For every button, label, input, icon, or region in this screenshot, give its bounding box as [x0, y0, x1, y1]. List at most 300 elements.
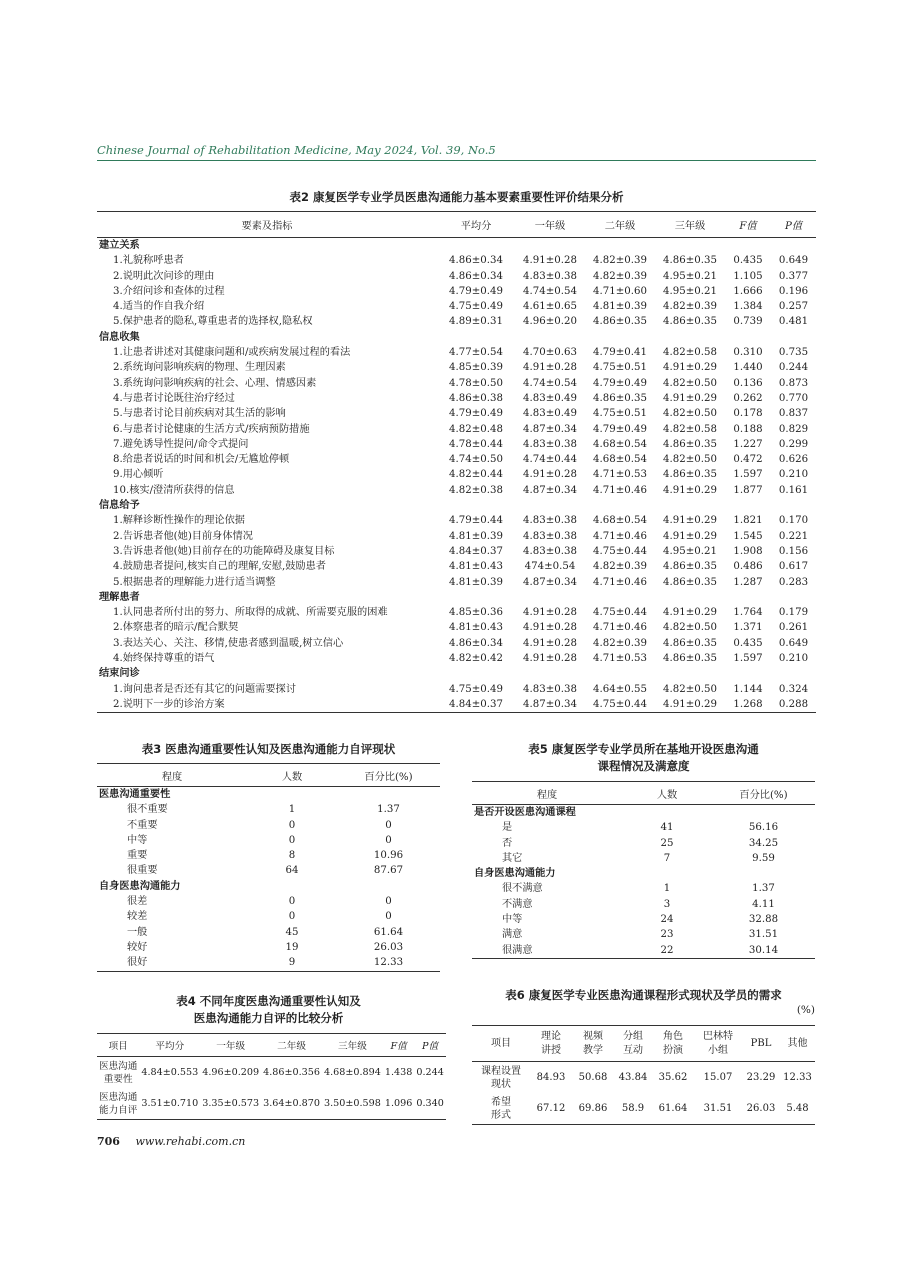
table3-section-row: [97, 787, 440, 803]
table4-value-cell: 4.96±0.209: [202, 1067, 260, 1078]
table5-value-cell: 34.25: [748, 837, 779, 849]
table5-value-cell: 7: [663, 852, 671, 864]
table2-value-cell: 4.75±0.44: [593, 607, 647, 619]
table2-value-cell: 0.435: [733, 255, 763, 267]
table6-header-line1: 分组: [623, 1030, 643, 1042]
table2-section-row: [97, 238, 816, 254]
table-row: [97, 345, 816, 360]
table2-value-cell: 4.82±0.50: [663, 622, 717, 634]
table3-section-title: 医患沟通重要性: [99, 789, 171, 800]
table2-value-cell: 4.74±0.50: [449, 454, 503, 466]
table4-value-cell: 4.84±0.553: [141, 1067, 199, 1078]
table2-item-label: 10.核实/澄清所获得的信息: [113, 484, 235, 496]
table-row: [97, 452, 816, 467]
table6-header-line2: 互动: [623, 1044, 643, 1056]
table2-header-cell: 二年级: [585, 212, 655, 238]
table2-value-cell: 4.68±0.54: [593, 515, 647, 527]
table5-section-title: 自身医患沟通能力: [474, 868, 556, 880]
table5-value-cell: 41: [660, 822, 674, 834]
table2-value-cell: 4.86±0.38: [449, 392, 503, 404]
table2-value-cell: 4.74±0.54: [523, 285, 577, 297]
table2-value-cell: 0.472: [733, 454, 763, 466]
table3-value-cell: 19: [285, 941, 299, 953]
table5-section-row: [472, 866, 815, 881]
table3-value-cell: 0: [288, 911, 296, 923]
table2-value-cell: 4.87±0.34: [523, 484, 577, 496]
table4-value-cell: 3.35±0.573: [200, 1088, 261, 1120]
table6-header-line1: 项目: [491, 1037, 511, 1049]
table2-header-cell: 平均分: [437, 212, 515, 238]
table4-value-cell: 3.51±0.710: [139, 1088, 200, 1120]
table2-value-cell: 4.82±0.58: [663, 423, 717, 435]
table5-caption-line1: 表5 康复医学专业学员所在基地开设医患沟通: [528, 742, 759, 756]
table-row: [97, 529, 816, 544]
table2-header-cell: F值: [725, 212, 771, 238]
table-row: [97, 802, 440, 817]
table3-value-cell: 0: [385, 834, 392, 846]
table-row: [97, 925, 440, 940]
table2-value-cell: 1.268: [725, 697, 771, 713]
table-row: [97, 605, 816, 620]
table3-value-cell: 0: [385, 911, 392, 923]
table4-header-cell: F值: [383, 1034, 414, 1057]
table2-value-cell: 0.873: [778, 377, 809, 389]
table-row: [97, 513, 816, 528]
page-footer: [97, 1135, 245, 1148]
table2-value-cell: 4.79±0.49: [593, 377, 647, 389]
table2-value-cell: 4.79±0.44: [449, 515, 503, 527]
table2-value-cell: 4.75±0.51: [593, 362, 647, 374]
table2-value-cell: 4.82±0.50: [663, 408, 717, 420]
table2-value-cell: 0.136: [733, 377, 763, 389]
table5-header-cell: 百分比(%): [712, 782, 815, 805]
table6-value-cell: 43.84: [618, 1072, 648, 1083]
table2-value-cell: 4.87±0.34: [523, 423, 577, 435]
table4-value-cell: 4.86±0.356: [263, 1067, 320, 1078]
table5-value-cell: 1: [663, 883, 671, 895]
table2-value-cell: 4.82±0.42: [449, 653, 503, 665]
table2-value-cell: 0.649: [778, 255, 809, 267]
table2-value-cell: 4.83±0.38: [523, 545, 577, 557]
table2-value-cell: 1.105: [733, 270, 763, 282]
table2-value-cell: 1.597: [733, 469, 763, 481]
table2-value-cell: 4.82±0.39: [593, 561, 647, 573]
table2-value-cell: 4.83±0.49: [523, 392, 577, 404]
table5: [472, 781, 815, 959]
table6-item-label: [472, 1093, 530, 1125]
table-row: [97, 406, 816, 421]
table2: [97, 211, 816, 713]
table2-value-cell: 4.82±0.39: [593, 270, 647, 282]
table2-value-cell: 0.626: [778, 454, 809, 466]
table2-section-title: 信息收集: [99, 331, 140, 343]
table6-value-cell: 31.51: [694, 1093, 742, 1125]
table6-header-cell: [614, 1026, 652, 1062]
table5-caption-line2: 课程情况及满意度: [597, 759, 690, 773]
table-row: [97, 848, 440, 863]
table6-header-cell: [780, 1026, 815, 1062]
header-rule: [97, 160, 816, 161]
table6-header-line1: 理论: [541, 1030, 561, 1042]
table2-value-cell: 1.227: [733, 438, 763, 450]
table2-value-cell: 0.196: [778, 285, 809, 297]
table2-value-cell: 0.244: [778, 362, 809, 374]
table2-value-cell: 4.91±0.29: [663, 607, 717, 619]
table5-value-cell: 1.37: [752, 883, 775, 895]
table5-level-label: 不满意: [502, 898, 533, 910]
table2-value-cell: 1.371: [733, 622, 763, 634]
table3-level-label: 很差: [127, 896, 148, 908]
table4-value-cell: 4.68±0.894: [324, 1067, 381, 1078]
table2-value-cell: 0.210: [778, 653, 809, 665]
table2-value-cell: 0.210: [778, 469, 809, 481]
table-row: [472, 836, 815, 851]
table6-value-cell: 50.68: [578, 1072, 608, 1083]
table3-section-title: 自身医患沟通能力: [99, 880, 181, 892]
table6-header-cell: [530, 1026, 572, 1062]
table2-value-cell: 1.440: [733, 362, 763, 374]
table2-value-cell: 1.908: [733, 545, 763, 557]
table2-value-cell: 0.837: [778, 408, 809, 420]
table3-value-cell: 64: [285, 865, 299, 877]
table6-value-cell: 67.12: [530, 1093, 572, 1125]
table2-item-label: 5.保护患者的隐私,尊重患者的选择权,隐私权: [113, 316, 313, 328]
table-row: [472, 851, 815, 866]
table2-section-row: [97, 590, 816, 605]
table3-value-cell: 10.96: [373, 850, 404, 862]
table2-value-cell: 4.84±0.37: [437, 697, 515, 713]
table2-value-cell: 0.262: [733, 392, 763, 404]
table-row: [97, 863, 440, 878]
table3-header-cell: 百分比(%): [337, 764, 440, 787]
table2-value-cell: 4.91±0.28: [523, 255, 577, 267]
table3-section-row: [97, 879, 440, 894]
table2-item-label: 3.告诉患者他(她)目前存在的功能障碍及康复目标: [113, 545, 335, 557]
table2-value-cell: 4.86±0.35: [663, 316, 717, 328]
table2-item-label: 5.根据患者的理解能力进行适当调整: [113, 576, 276, 588]
table4-caption: [97, 993, 440, 1027]
table-row: [472, 820, 815, 835]
table4-item-label: [97, 1057, 139, 1089]
table4-caption-line2: 医患沟通能力自评的比较分析: [193, 1011, 344, 1025]
table5-value-cell: 25: [660, 837, 674, 849]
table2-item-label: 1.解释诊断性操作的理论依据: [113, 515, 245, 527]
table5-value-cell: 56.16: [748, 822, 779, 834]
table6-header-line1: 角色: [663, 1030, 683, 1042]
table-row: [97, 1088, 446, 1120]
table4-value-cell: 0.340: [414, 1088, 445, 1120]
table2-value-cell: 4.81±0.39: [449, 576, 503, 588]
table6-value-cell: 26.03: [742, 1093, 780, 1125]
table-row: [97, 544, 816, 559]
table4-header-cell: 三年级: [322, 1034, 383, 1057]
table3-value-cell: 26.03: [373, 941, 404, 953]
table6-header-line1: 其他: [787, 1037, 808, 1049]
table2-value-cell: 1.545: [733, 530, 763, 542]
table4: [97, 1033, 446, 1120]
table2-value-cell: 0.257: [778, 301, 809, 313]
table2-value-cell: 4.83±0.38: [523, 530, 577, 542]
journal-url: www.rehabi.com.cn: [135, 1135, 246, 1148]
table2-value-cell: 4.86±0.35: [663, 576, 717, 588]
table-row: [472, 897, 815, 912]
table2-value-cell: 0.377: [778, 270, 809, 282]
table4-header-cell: P值: [414, 1034, 445, 1057]
table2-value-cell: 4.87±0.34: [523, 576, 577, 588]
table2-value-cell: 4.91±0.28: [523, 362, 577, 374]
table-row: [97, 651, 816, 666]
table2-value-cell: 4.61±0.65: [523, 301, 577, 313]
table3-level-label: 很重要: [127, 865, 158, 877]
table3-value-cell: 1.37: [377, 804, 400, 816]
table2-item-label: 1.认同患者所付出的努力、所取得的成就、所需要克服的困难: [113, 607, 388, 619]
table3-value-cell: 61.64: [373, 926, 404, 938]
table2-value-cell: 1.666: [733, 285, 763, 297]
table2-value-cell: 4.83±0.38: [523, 683, 577, 695]
table2-value-cell: 0.283: [778, 576, 809, 588]
table3-level-label: 不重要: [127, 819, 158, 831]
table2-value-cell: 4.75±0.44: [593, 545, 647, 557]
table2-value-cell: 4.83±0.38: [523, 438, 577, 450]
table2-value-cell: 4.68±0.54: [593, 454, 647, 466]
table2-value-cell: 4.86±0.35: [663, 637, 717, 649]
table6-value-cell: 35.62: [658, 1072, 688, 1083]
table2-value-cell: 4.79±0.49: [449, 285, 503, 297]
table2-value-cell: 4.71±0.53: [593, 469, 647, 481]
table3-level-label: 一般: [127, 926, 148, 938]
table5-value-cell: 24: [660, 914, 674, 926]
table2-value-cell: 0.435: [733, 637, 763, 649]
table4-item-label: [97, 1088, 139, 1120]
table3-header-cell: 程度: [97, 764, 247, 787]
table-row: [97, 909, 440, 924]
table2-value-cell: 4.75±0.49: [449, 683, 503, 695]
table5-value-cell: 3: [663, 898, 671, 910]
table2-item-label: 4.适当的作自我介绍: [113, 301, 205, 313]
table3-header-cell: 人数: [247, 764, 337, 787]
running-header: Chinese Journal of Rehabilitation Medicine, May 2024, Vol. 39, No.5: [97, 143, 496, 157]
table6-header-cell: [572, 1026, 614, 1062]
table6-header-cell: [652, 1026, 694, 1062]
table2-item-label: 4.鼓励患者提问,核实自己的理解,安慰,鼓励患者: [113, 561, 326, 573]
table2-value-cell: 4.86±0.35: [663, 653, 717, 665]
table2-value-cell: 0.481: [778, 316, 809, 328]
table5-caption: [472, 741, 815, 775]
table6-header-line2: 小组: [708, 1044, 728, 1056]
table4-value-cell: 3.64±0.870: [261, 1088, 322, 1120]
table4-item-line2: 重要性: [103, 1073, 133, 1085]
table2-value-cell: 4.91±0.29: [655, 697, 725, 713]
table-row: [97, 299, 816, 314]
table-row: [472, 1062, 815, 1094]
table2-item-label: 1.让患者讲述对其健康问题和/或疾病发展过程的看法: [113, 347, 351, 359]
table2-value-cell: 4.96±0.20: [523, 316, 577, 328]
table2-value-cell: 4.81±0.39: [593, 301, 647, 313]
table2-value-cell: 4.82±0.48: [449, 423, 503, 435]
table-row: [97, 483, 816, 498]
table2-value-cell: 4.71±0.53: [593, 653, 647, 665]
table6-header-cell: [694, 1026, 742, 1062]
table2-value-cell: 0.299: [778, 438, 809, 450]
table6-value-cell: 12.33: [783, 1072, 812, 1083]
table2-value-cell: 0.829: [778, 423, 809, 435]
table2-value-cell: 4.82±0.44: [449, 469, 503, 481]
table4-value-cell: 1.096: [383, 1088, 414, 1120]
table2-value-cell: 4.82±0.38: [449, 484, 503, 496]
table2-value-cell: 4.82±0.39: [593, 255, 647, 267]
table6-item-line2: 现状: [491, 1078, 511, 1090]
table3-value-cell: 9: [247, 955, 337, 971]
table3-value-cell: 0: [385, 896, 392, 908]
table5-header-cell: 人数: [622, 782, 712, 805]
table6-header-line1: 巴林特: [703, 1030, 733, 1042]
table4-header-cell: 平均分: [139, 1034, 200, 1057]
table6-item-line2: 形式: [491, 1109, 511, 1121]
table5-level-label: 满意: [502, 929, 523, 941]
table2-value-cell: 4.77±0.54: [449, 347, 503, 359]
table2-value-cell: 4.82±0.39: [593, 637, 647, 649]
table2-value-cell: 0.486: [733, 561, 763, 573]
table2-section-title: 理解患者: [99, 591, 140, 603]
table-row: [97, 575, 816, 590]
table3-level-label: 较好: [127, 941, 148, 953]
table6-header-cell: [472, 1026, 530, 1062]
table5-level-label: 中等: [502, 914, 523, 926]
table2-value-cell: 1.144: [733, 683, 763, 695]
table2-item-label: 2.说明下一步的诊治方案: [97, 697, 437, 713]
table-row: [97, 940, 440, 955]
table2-header-cell: 一年级: [515, 212, 585, 238]
table2-section-title: 信息给予: [99, 500, 140, 512]
table2-value-cell: 4.75±0.44: [585, 697, 655, 713]
table2-value-cell: 4.71±0.46: [593, 622, 647, 634]
table2-item-label: 4.始终保持尊重的语气: [113, 653, 215, 665]
table2-value-cell: 4.85±0.36: [449, 607, 503, 619]
table2-item-label: 3.系统询问影响疾病的社会、心理、情感因素: [113, 377, 317, 389]
table2-item-label: 5.与患者讨论目前疾病对其生活的影响: [113, 408, 286, 420]
table2-value-cell: 0.221: [778, 530, 809, 542]
table2-value-cell: 0.179: [778, 607, 809, 619]
table2-value-cell: 4.79±0.41: [593, 347, 647, 359]
table-row: [97, 1057, 446, 1089]
table6-value-cell: 69.86: [572, 1093, 614, 1125]
table2-value-cell: 4.84±0.37: [449, 545, 503, 557]
table3-value-cell: 87.67: [373, 865, 404, 877]
table2-item-label: 4.与患者讨论既往治疗经过: [113, 392, 235, 404]
table2-value-cell: 4.91±0.28: [523, 637, 577, 649]
table4-header-cell: 项目: [97, 1034, 139, 1057]
table-row: [97, 360, 816, 375]
table2-value-cell: 4.71±0.46: [593, 484, 647, 496]
table3-level-label: 中等: [127, 834, 148, 846]
table2-item-label: 8.给患者说话的时间和机会/无尴尬停顿: [113, 454, 290, 466]
table4-value-cell: 3.50±0.598: [322, 1088, 383, 1120]
table6-header-line2: 讲授: [541, 1044, 561, 1056]
table2-value-cell: 4.91±0.29: [663, 530, 717, 542]
table5-header-cell: 程度: [472, 782, 622, 805]
table3-caption: 表3 医患沟通重要性认知及医患沟通能力自评现状: [141, 742, 396, 756]
table2-value-cell: 4.81±0.43: [449, 622, 503, 634]
table2-value-cell: 4.86±0.35: [593, 392, 647, 404]
table2-value-cell: 4.91±0.29: [663, 515, 717, 527]
table2-value-cell: 0.649: [778, 637, 809, 649]
table2-value-cell: 0.170: [778, 515, 809, 527]
table-row: [97, 636, 816, 651]
table-row: [97, 833, 440, 848]
table6-header-line2: 教学: [583, 1044, 603, 1056]
table2-value-cell: 4.79±0.49: [449, 408, 503, 420]
table-row: [97, 559, 816, 574]
table2-value-cell: 4.75±0.51: [593, 408, 647, 420]
table2-item-label: 1.询问患者是否还有其它的问题需要探讨: [113, 683, 296, 695]
table2-value-cell: 4.82±0.39: [663, 301, 717, 313]
table2-item-label: 9.用心倾听: [113, 469, 164, 481]
table2-value-cell: 4.83±0.49: [523, 408, 577, 420]
table-row: [97, 955, 440, 971]
table3-value-cell: 12.33: [337, 955, 440, 971]
table2-value-cell: 4.91±0.28: [523, 607, 577, 619]
table2-item-label: 6.与患者讨论健康的生活方式/疾病预防措施: [113, 423, 310, 435]
table5-level-label: 否: [502, 837, 513, 849]
table2-value-cell: 4.91±0.29: [663, 392, 717, 404]
table2-value-cell: 4.81±0.43: [449, 561, 503, 573]
table-row: [97, 620, 816, 635]
table2-value-cell: 4.78±0.50: [449, 377, 503, 389]
table2-value-cell: 4.95±0.21: [663, 270, 717, 282]
table2-value-cell: 4.78±0.44: [449, 438, 503, 450]
table2-value-cell: 0.739: [733, 316, 763, 328]
table2-value-cell: 4.82±0.50: [663, 454, 717, 466]
table2-value-cell: 4.71±0.46: [593, 530, 647, 542]
table2-value-cell: 4.86±0.34: [449, 255, 503, 267]
table4-header-cell: 二年级: [261, 1034, 322, 1057]
table2-value-cell: 0.310: [733, 347, 763, 359]
table6-header-line1: 视频: [583, 1030, 603, 1042]
table4-value-cell: 1.438: [384, 1067, 413, 1078]
table2-value-cell: 4.89±0.31: [449, 316, 503, 328]
table3-level-label: 较差: [127, 911, 148, 923]
table5-level-label: 很不满意: [502, 883, 543, 895]
table4-item-line1: 医患沟通: [99, 1060, 138, 1072]
table2-value-cell: 4.82±0.50: [663, 377, 717, 389]
table2-value-cell: 0.188: [733, 423, 763, 435]
table2-value-cell: 1.287: [733, 576, 763, 588]
table2-value-cell: 4.86±0.35: [663, 561, 717, 573]
table2-value-cell: 1.384: [733, 301, 763, 313]
page-number: 706: [97, 1135, 120, 1148]
table3-level-label: 重要: [127, 850, 148, 862]
table-row: [97, 391, 816, 406]
table-row: [472, 912, 815, 927]
table2-value-cell: 4.86±0.35: [663, 438, 717, 450]
table6-value-cell: 58.9: [614, 1093, 652, 1125]
table2-value-cell: 4.91±0.29: [663, 484, 717, 496]
table2-value-cell: 4.71±0.60: [593, 285, 647, 297]
table5-value-cell: 30.14: [712, 943, 815, 959]
table6-value-cell: 15.07: [703, 1072, 733, 1083]
table6-header-cell: [742, 1026, 780, 1062]
table6-caption: 表6 康复医学专业医患沟通课程形式现状及学员的需求: [505, 988, 782, 1002]
table2-item-label: 3.介绍问诊和查体的过程: [113, 285, 225, 297]
table3-value-cell: 0: [385, 819, 392, 831]
table5-value-cell: 22: [622, 943, 712, 959]
table6-unit: (%): [796, 1004, 815, 1016]
table2-value-cell: 0.161: [778, 484, 809, 496]
table2-value-cell: 4.86±0.35: [593, 316, 647, 328]
table2-value-cell: 1.764: [733, 607, 763, 619]
table3-value-cell: 0: [288, 896, 296, 908]
table2-value-cell: 1.597: [733, 653, 763, 665]
